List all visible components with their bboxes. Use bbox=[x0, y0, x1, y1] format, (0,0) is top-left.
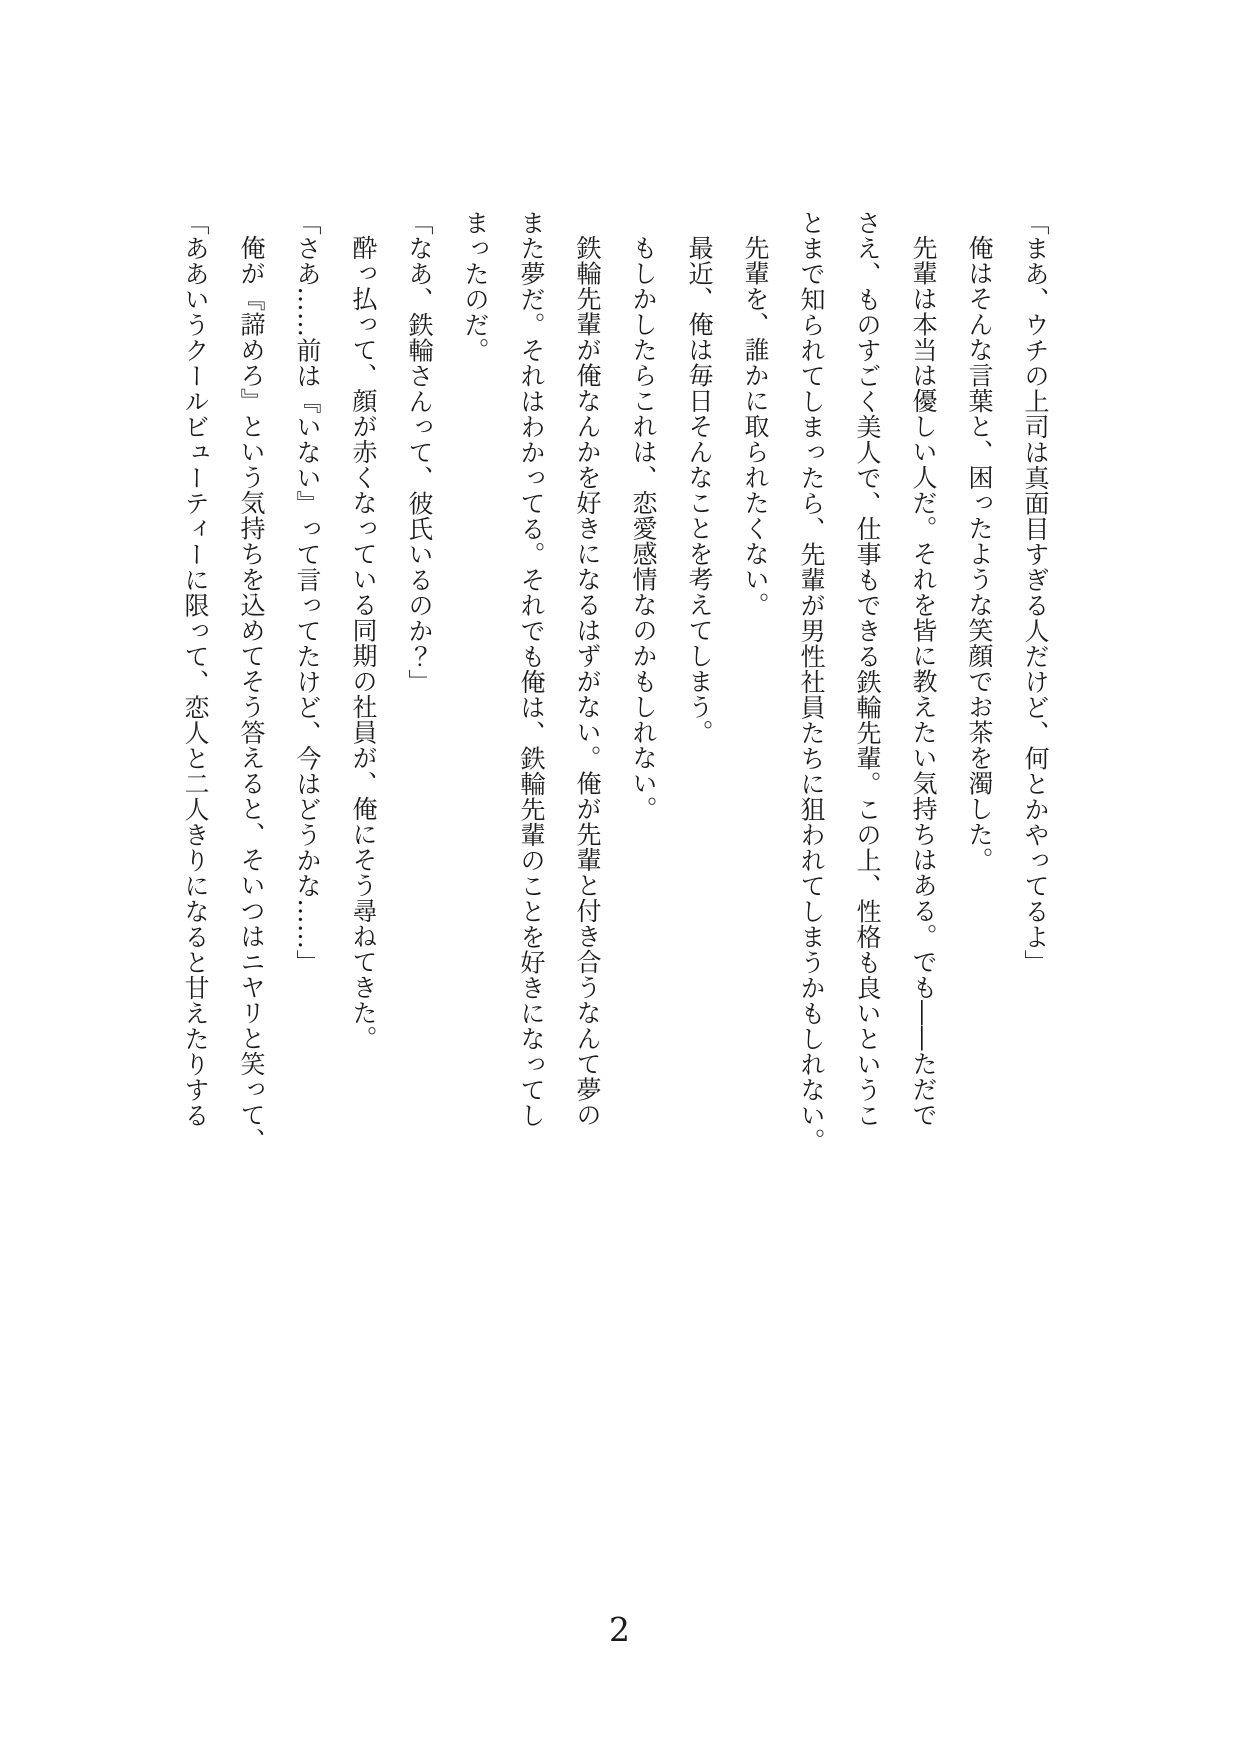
text-line: 「さあ……前は『いない』って言ってたけど、今はどうかな……」 bbox=[293, 210, 322, 975]
text-line: 酔っ払って、顔が赤くなっている同期の社員が、俺にそう尋ねてきた。 bbox=[349, 235, 378, 1051]
text-line: まったのだ。 bbox=[461, 210, 490, 363]
text-line: また夢だ。それはわかってる。それでも俺は、鉄輪先輩のことを好きになってし bbox=[517, 210, 546, 1128]
text-line: 先輩は本当は優しい人だ。それを皆に教えたい気持ちはある。でも――ただで bbox=[909, 235, 938, 1128]
text-line: 「なあ、鉄輪さんって、彼氏いるのか？」 bbox=[405, 210, 434, 695]
text-line: 最近、俺は毎日そんなことを考えてしまう。 bbox=[685, 235, 714, 745]
page-number: 2 bbox=[609, 1610, 630, 1649]
text-line: もしかしたらこれは、恋愛感情なのかもしれない。 bbox=[629, 235, 658, 822]
text-line: 「まあ、ウチの上司は真面目すぎる人だけど、何とかやってるよ」 bbox=[1021, 210, 1050, 975]
text-line: 「ああいうクールビューティーに限って、恋人と二人きりになると甘えたりする bbox=[181, 210, 210, 1128]
text-line: さえ、ものすごく美人で、仕事もできる鉄輪先輩。この上、性格も良いというこ bbox=[853, 210, 882, 1128]
text-line: 鉄輪先輩が俺なんかを好きになるはずがない。俺が先輩と付き合うなんて夢の bbox=[573, 235, 602, 1128]
vertical-text-body bbox=[167, 210, 1063, 1220]
text-line: とまで知られてしまったら、先輩が男性社員たちに狙われてしまうかもしれない。 bbox=[797, 210, 826, 1154]
text-line: 先輩を、誰かに取られたくない。 bbox=[741, 235, 770, 618]
text-line: 俺が『諦めろ』という気持ちを込めてそう答えると、そいつはニヤリと笑って、 bbox=[237, 235, 266, 1153]
text-line: 俺はそんな言葉と、困ったような笑顔でお茶を濁した。 bbox=[965, 235, 994, 873]
